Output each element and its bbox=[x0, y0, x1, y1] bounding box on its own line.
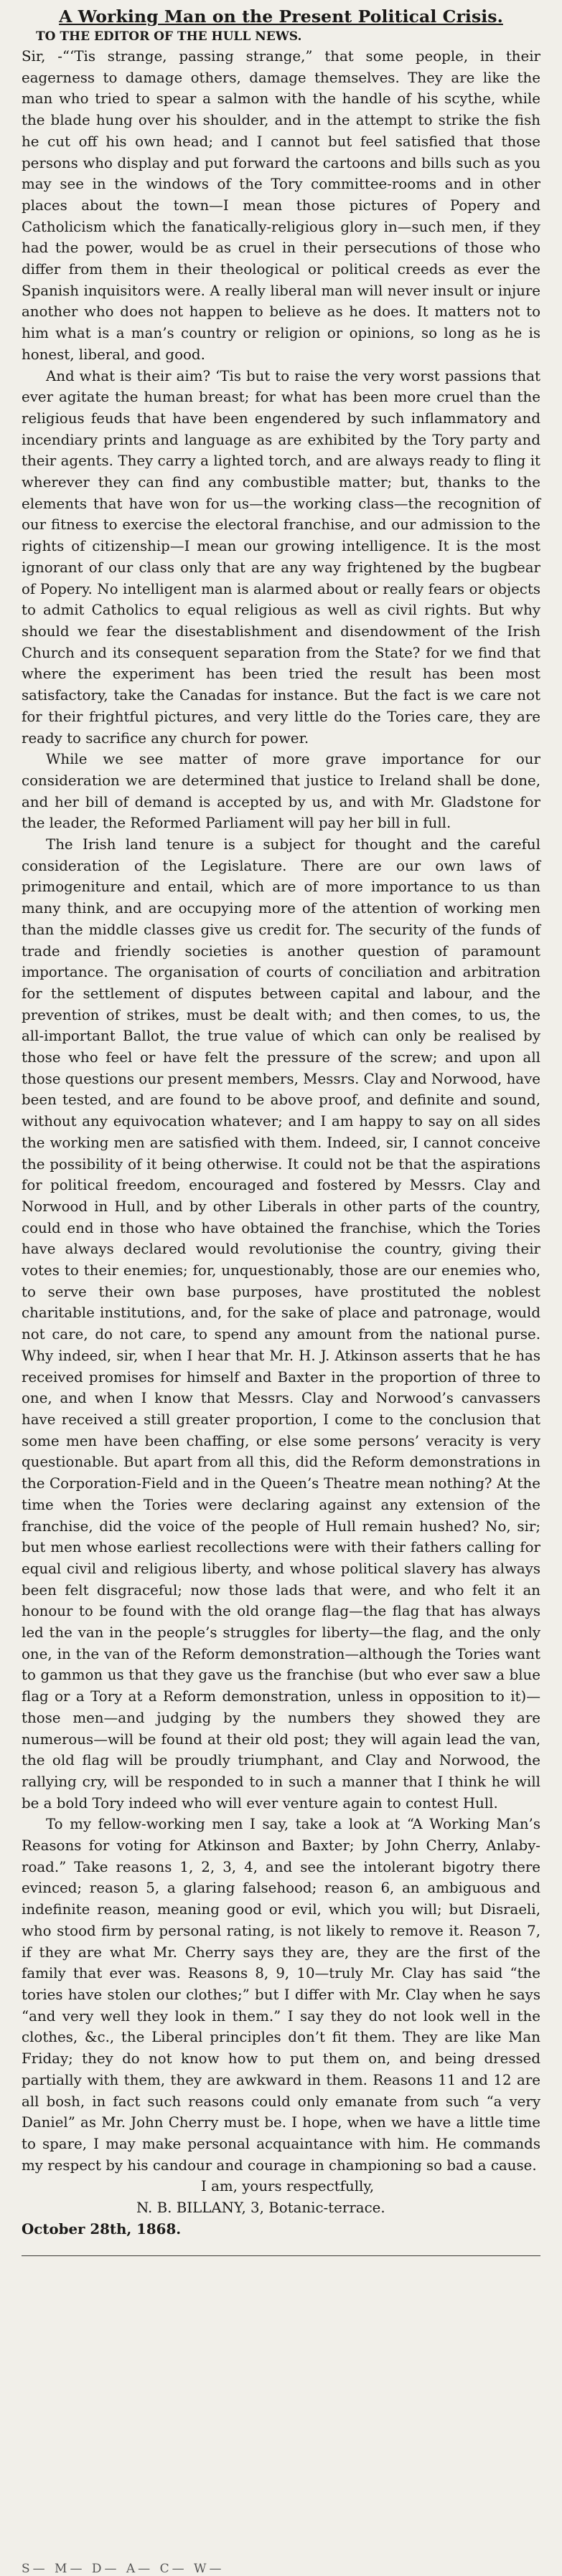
paragraph-5: To my fellow-working men I say, take a look at “A Working Man’s Reasons for voting for Atkinson and Baxter; by John Cherry, Anlaby-road.” Take reasons 1, 2, 3, 4, and see the intolerant bigotry there evinced; reason 5, a glaring falsehood; reason 6, an ambiguous and indefinite reason, meaning good or evil, which you will; but Disraeli, who stood firm by personal rating, is not likely to remove it. Reason 7, if they are what Mr. Cherry says they are, they are the first of the family that ever was. Reasons 8, 9, 10—truly Mr. Clay has said “the tories have stolen our clothes;” but I differ with Mr. Clay when he says “and very well they look in them.” I say they do not look well in the clothes, &c., the Liberal principles don’t fit them. They are like Man Friday; they do not know how to put them on, and being dressed partially with them, they are awkward in them. Reasons 11 and 12 are all bosh, in fact such reasons could only emanate from such “a very Daniel” as Mr. John Cherry must be. I hope, when we have a little time to spare, I may make personal acquaintance with him. He commands my respect by his candour and courage in championing so bad a cause. bbox=[22, 1816, 540, 2174]
letter-signature: N. B. BILLANY, 3, Botanic-terrace. bbox=[136, 2199, 385, 2217]
paragraph-4: The Irish land tenure is a subject for thought and the careful consideration of the Legislature. There are our own laws of primogeniture and entail, which are of more importance to us than many think, and are occupying more of the attention of working men than the middle classes give us credit for. The security of the funds of trade and friendly societies is another question of paramount importance. The organisation of courts of conciliation and arbitration for the settlement of disputes between capital and labour, and the prevention of strikes, must be dealt with; and then comes, to us, the all-important Ballot, the true value of which can only be realised by those who feel or have felt the pressure of the screw; and upon all those questions our present members, Messrs. Clay and Norwood, have been tested, and are found to be above proof, and definite and sound, without any equivocation whatever; and I am happy to say on all sides the working men are satisfied with them. Indeed, sir, I cannot conceive the possibility of it being otherwise. It could not be that the aspirations for political freedom, encouraged and fostered by Messrs. Clay and Norwood in Hull, and by other Liberals in other parts of the country, could end in those who have obtained the franchise, which the Tories have always declared would revolutionise the country, giving their votes to their enemies; for, unquestionably, those are our enemies who, to serve their own base purposes, have prostituted the noblest charitable institutions, and, for the sake of place and patronage, would not care, do not care, to spend any amount from the national purse. Why indeed, sir, when I hear that Mr. H. J. Atkinson asserts that he has received promises for himself and Baxter in the proportion of three to one, and when I know that Messrs. Clay and Norwood’s canvassers have received a still greater proportion, I come to the conclusion that some men have been chaffing, or else some persons’ veracity is very questionable. But apart from all this, did the Reform demonstrations in the Corporation-Field and in the Queen’s Theatre mean nothing? At the time when the Tories were declaring against any extension of the franchise, did the voice of the people of Hull remain hushed? No, sir; but men whose earliest recollections were with their fathers calling for equal civil and religious liberty, and whose political slavery has always been felt disgraceful; now those lads that were, and who felt it an honour to be found with the old orange flag—the flag that has always led the van in the people’s struggles for liberty—the flag, and the only one, in the van of the Reform demonstration—although the Tories want to gammon us that they gave us the franchise (but who ever saw a blue flag or a Tory at a Reform demonstration, unless in opposition to it)—those men—and judging by the numbers they showed they are numerous—will be found at their old post; they will again lead the van, the old flag will be proudly triumphant, and Clay and Norwood, the rallying cry, will be responded to in such a manner that I think he will be a bold Tory indeed who will ever venture again to contest Hull. bbox=[22, 836, 540, 1812]
article-subheadline: TO THE EDITOR OF THE HULL NEWS. bbox=[36, 29, 302, 44]
paragraph-3: While we see matter of more grave importance for our consideration we are determined that justice to Ireland shall be done, and her bill of demand is accepted by us, and with Mr. Gladstone for the leader, the Reformed Parliament will pay her bill in full. bbox=[22, 751, 540, 832]
letter-date: October 28th, 1868. bbox=[22, 2220, 182, 2238]
next-article-heading-fragment: S— M— D— A— C— W— bbox=[22, 2562, 225, 2576]
column-divider-rule bbox=[22, 2255, 540, 2256]
paragraph-2: And what is their aim? ‘Tis but to raise the very worst passions that ever agitate the human breast; for what has been more cruel than the religious feuds that have been engendered by such inflammatory and incendiary prints and language as are exhibited by the Tory party and their agents. They carry a lighted torch, and are always ready to fling it wherever they can find any combustible matter; but, thanks to the elements that have won for us—the working class—the recognition of our fitness to exercise the electoral franchise, and our admission to the rights of citizenship—I mean our growing intelligence. It is the most ignorant of our class only that are any way frightened by the bugbear of Popery. No intelligent man is alarmed about or really fears or objects to admit Catholics to equal religious as well as civil rights. But why should we fear the disestablishment and disendowment of the Irish Church and its consequent separation from the State? for we find that where the experiment has been tried the result has been most satisfactory, take the Canadas for instance. But the fact is we care not for their frightful pictures, and very little do the Tories care, they are ready to sacrifice any church for power. bbox=[22, 367, 540, 747]
letter-closing: I am, yours respectfully, bbox=[201, 2178, 375, 2195]
paragraph-1: Sir, -“‘Tis strange, passing strange,” that some people, in their eagerness to damage others, damage themselves. They are like the man who tried to spear a salmon with the handle of his scythe, while the blade hung over his shoulder, and in the attempt to strike the fish he cut off his own head; and I cannot but feel satisfied that those persons who display and put forward the cartoons and bills such as you may see in the windows of the Tory committee-rooms and in other places about the town—I mean those pictures of Popery and Catholicism which the fanatically-religious glory in—such men, if they had the power, would be as cruel in their persecutions of those who differ from them in their theological or political creeds as ever the Spanish inquisitors were. A really liberal man will never insult or injure another who does not happen to believe as he does. It matters not to him what is a man’s country or religion or opinions, so long as he is honest, liberal, and good. bbox=[22, 48, 540, 363]
article-body bbox=[22, 46, 540, 2176]
article-headline: A Working Man on the Present Political Crisis. bbox=[59, 6, 503, 27]
